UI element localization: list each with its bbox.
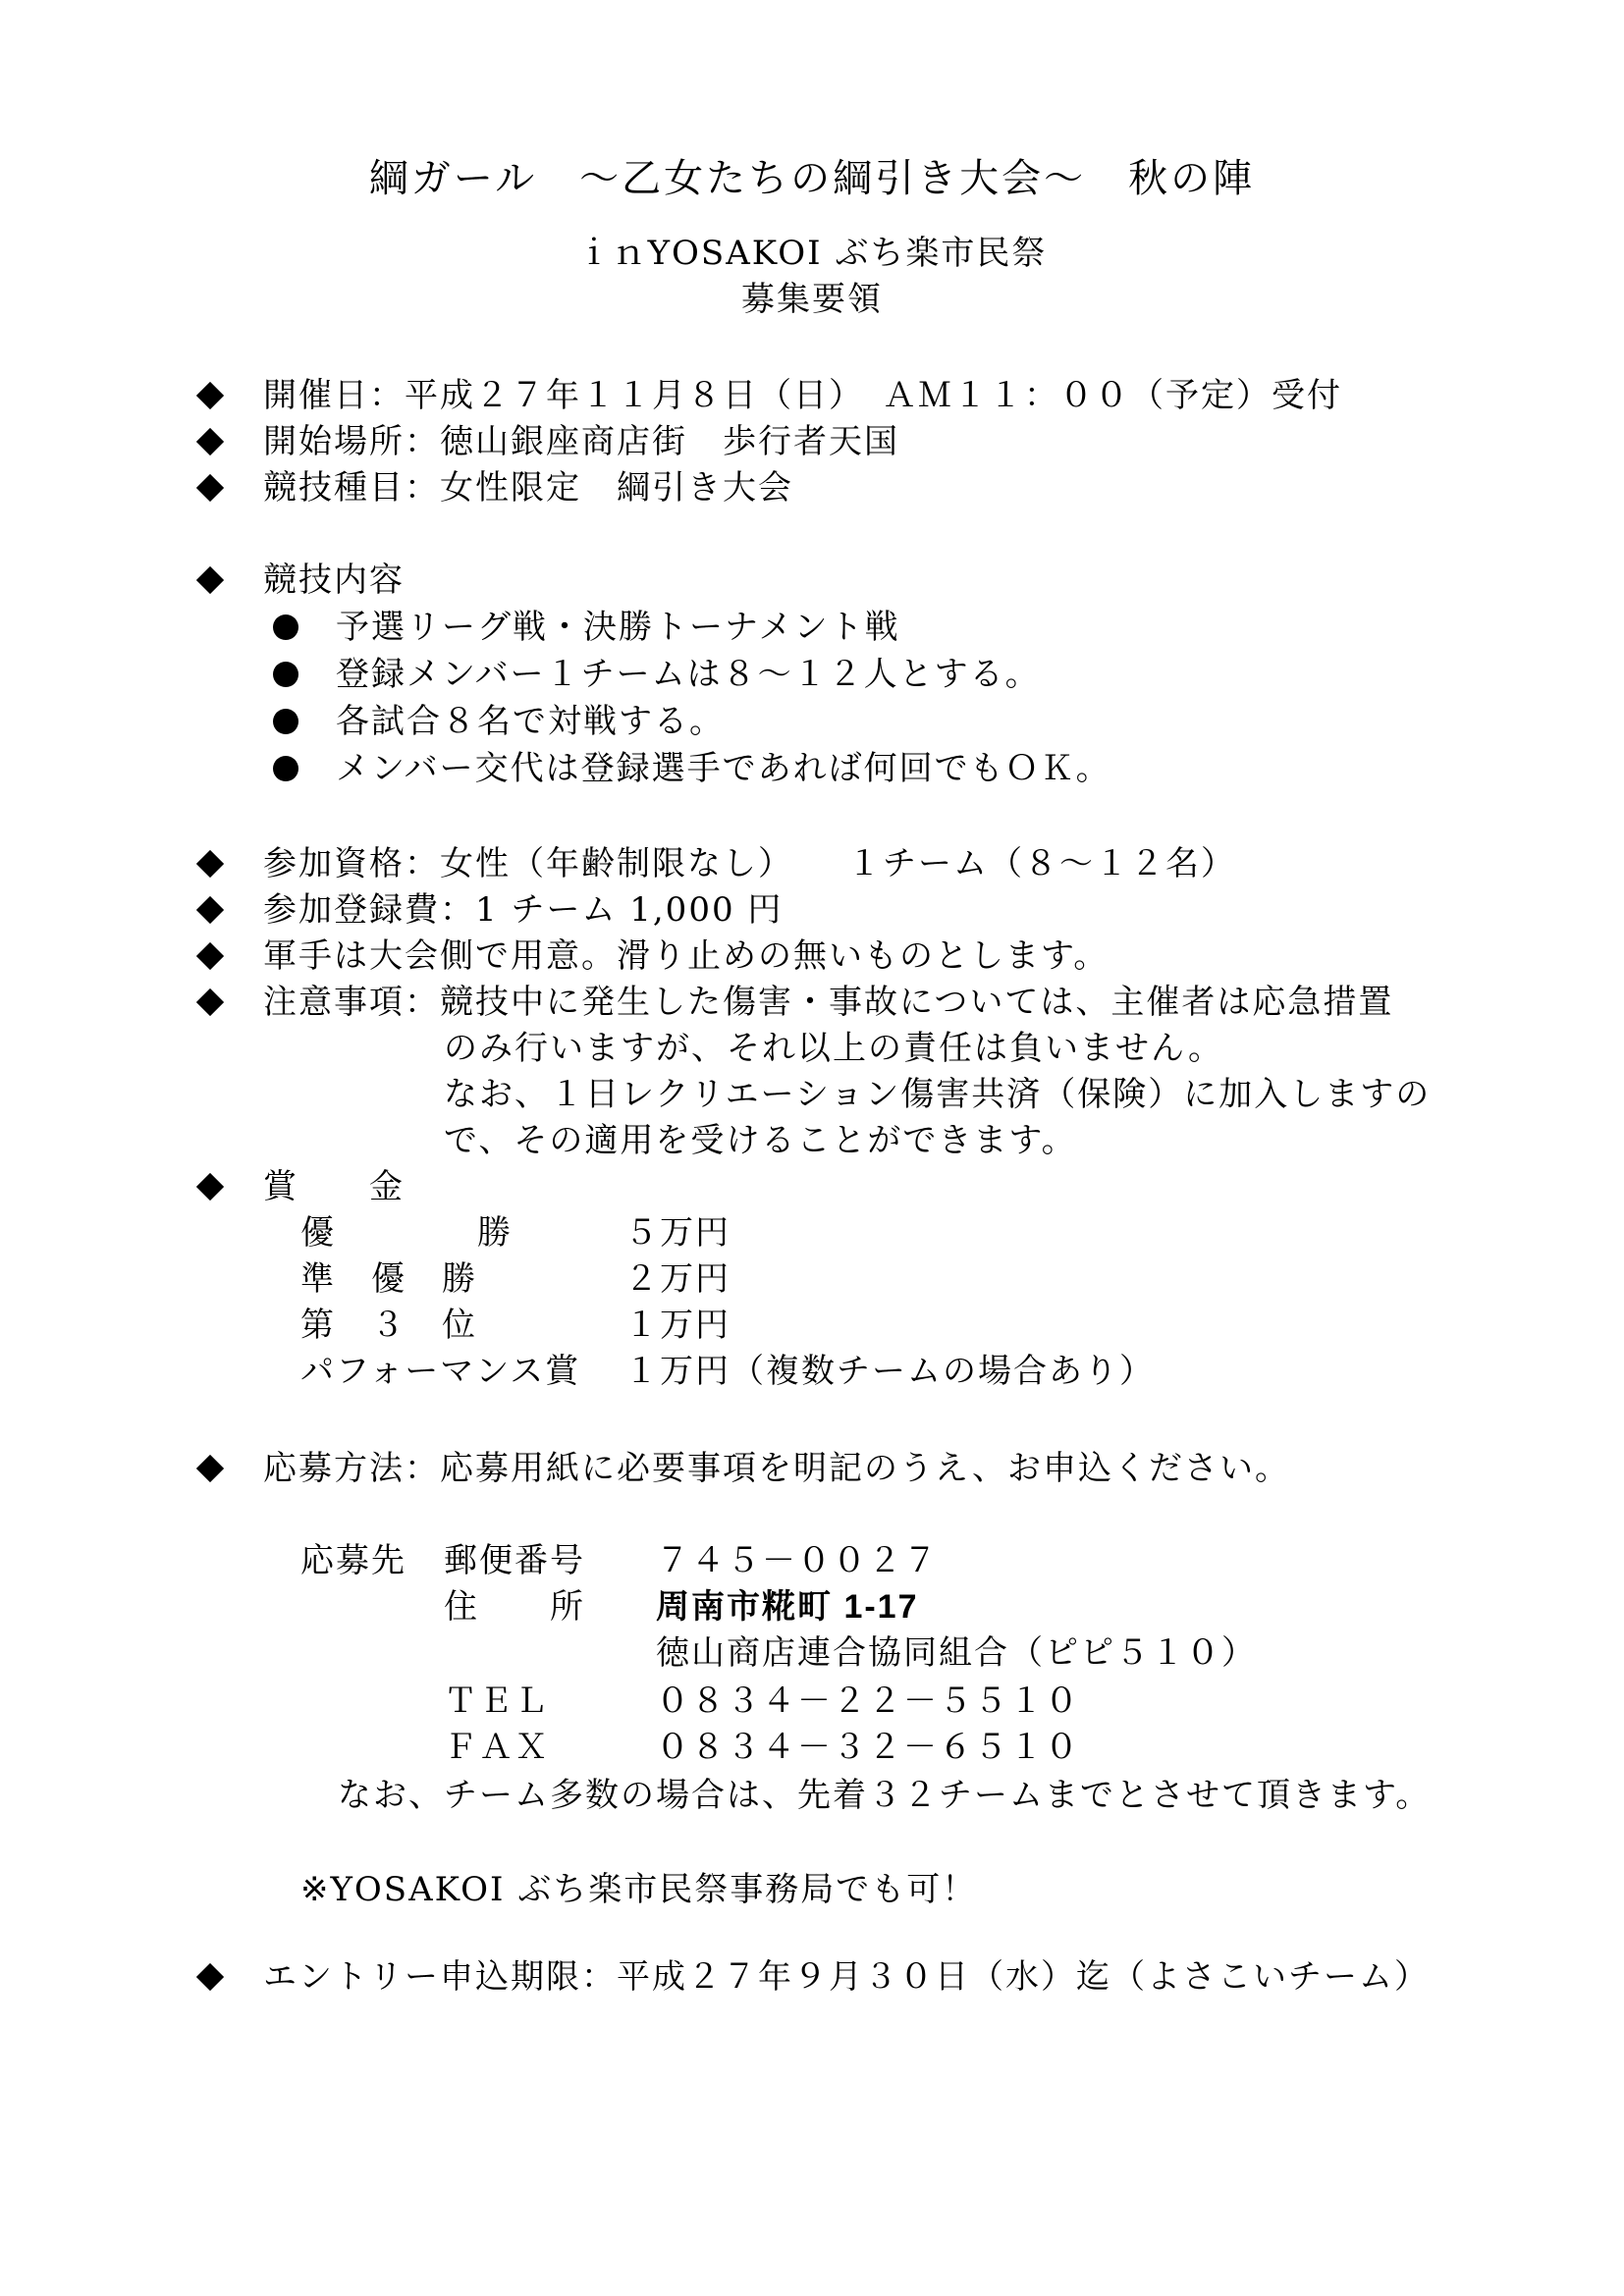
circle-bullet-icon — [273, 709, 298, 734]
content-item: 登録メンバー１チームは８～１２人とする。 — [336, 655, 1041, 694]
content-heading: 競技内容 — [263, 561, 405, 600]
event-place: 開始場所：徳山銀座商店街 歩行者天国 — [263, 422, 899, 461]
notice-line: なお、１日レクリエーション傷害共済（保険）に加入しますの — [444, 1075, 1432, 1114]
diamond-bullet-icon — [196, 1455, 224, 1482]
content-item: メンバー交代は登録選手であれば何回でもＯＫ。 — [336, 749, 1111, 788]
diamond-bullet-icon — [196, 988, 224, 1016]
tel-value: ０８３４－２２－５５１０ — [656, 1682, 1080, 1721]
diamond-bullet-icon — [196, 428, 224, 455]
fax-label: ＦＡＸ — [444, 1728, 550, 1767]
circle-bullet-icon — [273, 614, 298, 640]
gloves-note: 軍手は大会側で用意。滑り止めの無いものとします。 — [263, 936, 1110, 976]
diamond-bullet-icon — [196, 942, 224, 970]
prize-amount: ２万円 — [624, 1259, 731, 1299]
prize-amount: １万円 — [624, 1306, 731, 1345]
prize-amount: １万円（複数チームの場合あり） — [624, 1352, 1155, 1391]
document-heading: 募集要領 — [741, 280, 883, 319]
postal-value: ７４５－００２７ — [656, 1541, 939, 1580]
apply-note: なお、チーム多数の場合は、先着３２チームまでとさせて頂きます。 — [338, 1776, 1432, 1815]
registration-fee: 参加登録費：1 チーム 1,000 円 — [263, 890, 784, 930]
diamond-bullet-icon — [196, 382, 224, 409]
apply-to-label: 応募先 — [300, 1541, 406, 1580]
address-label: 住 所 — [444, 1587, 585, 1627]
content-item: 予選リーグ戦・決勝トーナメント戦 — [336, 608, 900, 647]
prize-amount: ５万円 — [624, 1213, 731, 1253]
diamond-bullet-icon — [196, 474, 224, 502]
prize-label: 準 優 勝 — [300, 1259, 477, 1299]
circle-bullet-icon — [273, 756, 298, 781]
diamond-bullet-icon — [196, 1963, 224, 1991]
apply-method: 応募方法：応募用紙に必要事項を明記のうえ、お申込ください。 — [263, 1449, 1291, 1488]
circle-bullet-icon — [273, 662, 298, 687]
notice-line: で、その適用を受けることができます。 — [444, 1121, 1077, 1160]
postal-label: 郵便番号 — [444, 1541, 585, 1580]
diamond-bullet-icon — [196, 896, 224, 924]
apply-alternative: ※YOSAKOI ぶち楽市民祭事務局でも可！ — [300, 1870, 978, 1909]
prize-label: 優 勝 — [300, 1213, 513, 1253]
tel-label: ＴＥＬ — [444, 1682, 550, 1721]
event-date: 開催日：平成２７年１１月８日（日） ＡＭ１１：００（予定）受付 — [263, 376, 1342, 415]
prize-label: パフォーマンス賞 — [300, 1352, 581, 1391]
prize-heading: 賞 金 — [263, 1167, 405, 1206]
event-type: 競技種目：女性限定 綱引き大会 — [263, 468, 793, 507]
organization: 徳山商店連合協同組合（ピピ５１０） — [656, 1633, 1257, 1673]
fax-value: ０８３４－３２－６５１０ — [656, 1728, 1080, 1767]
diamond-bullet-icon — [196, 850, 224, 878]
content-item: 各試合８名で対戦する。 — [336, 702, 725, 741]
diamond-bullet-icon — [196, 566, 224, 594]
address-value: 周南市糀町 1-17 — [656, 1588, 919, 1626]
diamond-bullet-icon — [196, 1173, 224, 1201]
document-subtitle: ｉｎYOSAKOI ぶち楽市民祭 — [576, 234, 1048, 273]
eligibility: 参加資格：女性（年齢制限なし） １チーム（８～１２名） — [263, 844, 1236, 883]
notice-line: のみ行いますが、それ以上の責任は負いません。 — [444, 1029, 1224, 1068]
prize-label: 第 ３ 位 — [300, 1306, 477, 1345]
entry-deadline: エントリー申込期限：平成２７年９月３０日（水）迄（よさこいチーム） — [263, 1957, 1430, 1997]
document-title: 綱ガール ～乙女たちの綱引き大会～ 秋の陣 — [368, 156, 1256, 201]
notice-line: 注意事項：競技中に発生した傷害・事故については、主催者は応急措置 — [263, 983, 1394, 1022]
